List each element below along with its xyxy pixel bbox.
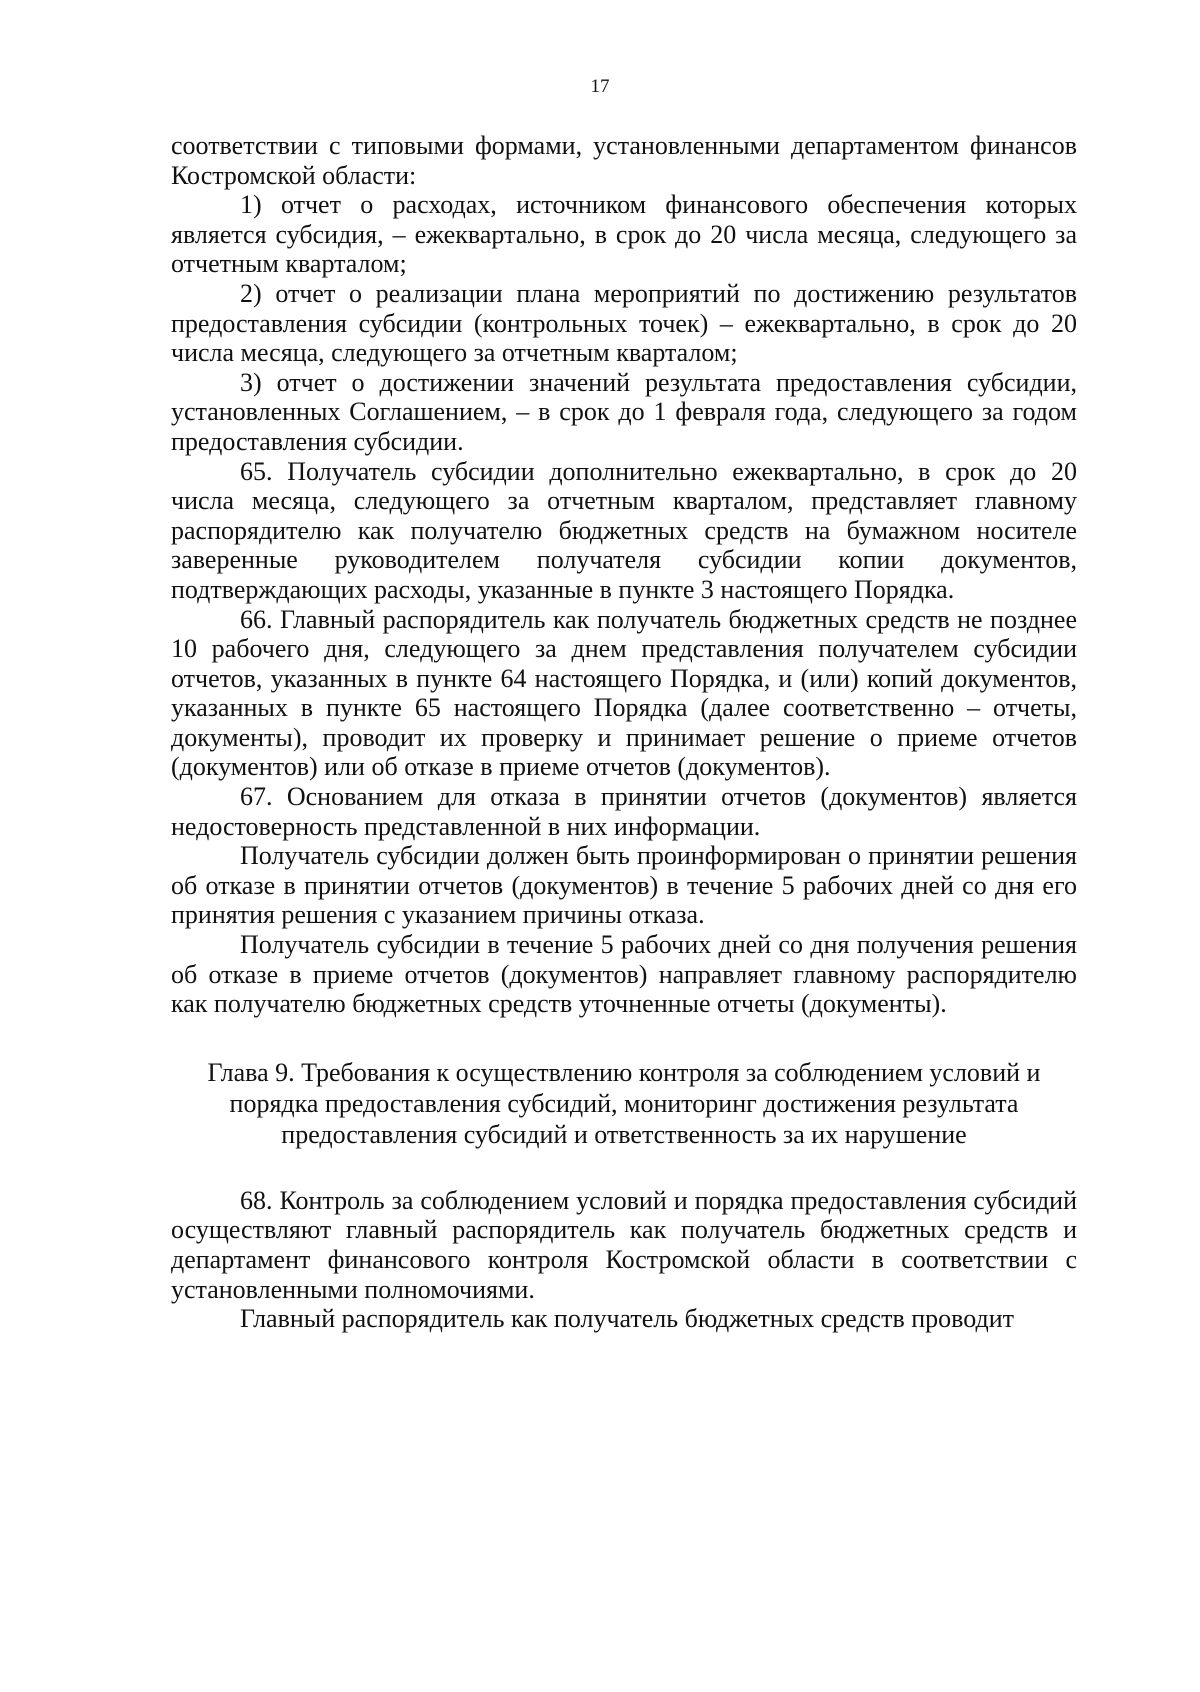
- chapter-title-line: предоставления субсидий и ответственность за их нарушение: [281, 1119, 967, 1149]
- clause-68-continuation: Главный распорядитель как получатель бюджетных средств проводит: [240, 1304, 1015, 1334]
- chapter-9-title: [171, 1057, 1077, 1150]
- report-item-1: 1) отчет о расходах, источником финансового обеспечения которых является субсидия, – ежеквартально, в срок до 20 числа месяца, следующего за отчетным кварталом;: [171, 190, 1077, 279]
- clause-65: 65. Получатель субсидии дополнительно ежеквартально, в срок до 20 числа месяца, следующего за отчетным кварталом, представляет главному распорядителю как получателю бюджетных средств на бумажном носителе заверенные руководителем получателя субсидии копии документов, подтверждающих расходы, указанные в пункте 3 настоящего Порядка.: [171, 456, 1077, 604]
- clause-67: 67. Основанием для отказа в принятии отчетов (документов) является недостоверность представленной в них информации.: [171, 782, 1077, 841]
- clause-67-notification: Получатель субсидии должен быть проинформирован о принятии решения об отказе в принятии отчетов (документов) в течение 5 рабочих дней со дня его принятия решения с указанием причины отказа.: [171, 841, 1077, 930]
- report-item-2: 2) отчет о реализации плана мероприятий по достижению результатов предоставления субсидии (контрольных точек) – ежеквартально, в срок до 20 числа месяца, следующего за отчетным кварталом;: [171, 278, 1077, 368]
- intro-paragraph: соответствии с типовыми формами, установленными департаментом финансов Костромской области:: [171, 131, 1077, 190]
- clause-66: 66. Главный распорядитель как получатель бюджетных средств не позднее 10 рабочего дня, следующего за днем представления получателем субсидии отчетов, указанных в пункте 64 настоящего Порядка, и (или) копий документов, указанных в пункте 65 настоящего Порядка (далее соответственно – отчеты, документы), проводит их проверку и принимает решение о приеме отчетов (документов) или об отказе в приеме отчетов (документов).: [171, 604, 1077, 782]
- clause-68: 68. Контроль за соблюдением условий и порядка предоставления субсидий осуществляют главный распорядитель как получатель бюджетных средств и департамент финансового контроля Костромской области в соответствии с установленными полномочиями.: [171, 1185, 1077, 1304]
- document-body: [171, 131, 1077, 1334]
- page-number: 17: [590, 76, 610, 97]
- clause-67-resubmission: Получатель субсидии в течение 5 рабочих дней со дня получения решения об отказе в приеме отчетов (документов) направляет главному распорядителю как получателю бюджетных средств уточненные отчеты (документы).: [171, 930, 1077, 1019]
- chapter-title-line: Глава 9. Требования к осуществлению контроля за соблюдением условий и: [207, 1057, 1041, 1087]
- chapter-title-line: порядка предоставления субсидий, мониторинг достижения результата: [229, 1088, 1019, 1118]
- report-item-3: 3) отчет о достижении значений результата предоставления субсидии, установленных Соглашением, – в срок до 1 февраля года, следующего за годом предоставления субсидии.: [171, 367, 1077, 456]
